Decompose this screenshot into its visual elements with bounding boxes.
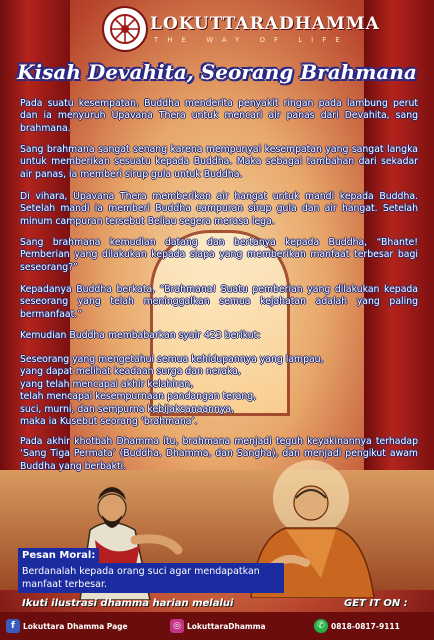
facebook-label: Lokuttara Dhamma Page xyxy=(23,621,128,631)
facebook-icon: f xyxy=(6,619,20,633)
whatsapp-icon: ✆ xyxy=(314,619,328,633)
whatsapp-label: 0818-0817-9111 xyxy=(331,621,400,631)
facebook-link[interactable] xyxy=(6,618,128,634)
footer-bar xyxy=(0,612,434,640)
paragraph-6: Kemudian Buddha membabarkan syair 423 berikut: xyxy=(20,330,261,341)
closing-paragraph: Pada akhir khotbah Dhamma itu, brahmana menjadi teguh keyakinannya terhadap ‘Sang Tiga Permata’ (Buddha, Dhamma, dan Sangha), dan menjadi pengikut awam Buddha yang berbakti. xyxy=(20,436,418,472)
verse-line: yang telah mencapai akhir kelahiran, xyxy=(20,378,194,390)
paragraph-3: Di vihara, Upavana Thera memberikan air hangat untuk mandi kepada Buddha. Setelah mandi ia memberi Buddha campuran sirup gula dan air hangat. Setelah minum campuran tersebut Beliau segera merasa lega. xyxy=(20,191,418,227)
story-title: Kisah Devahita, Seorang Brahmana xyxy=(17,60,417,84)
whatsapp-link[interactable] xyxy=(314,618,400,634)
brand-name: LOKUTTARADHAMMA xyxy=(150,14,380,34)
verse-line: Seseorang yang mengetahui semua kehidupannya yang lampau, xyxy=(20,354,324,365)
verse-423 xyxy=(20,354,418,428)
paragraph-2: Sang brahmana sangat senang karena mempunyai kesempatan yang sangat langka untuk memberikan sesuatu kepada Buddha. Maka sebagai tambahan dari sekadar air panas, ia memberi sirup gula untuk Buddha. xyxy=(20,144,418,180)
paragraph-4: Sang brahmana kemudian datang dan bertanya kepada Buddha, “Bhante! Pemberian yang dilakukan kepada siapa yang memberikan manfaat terbesar bagi seseorang?” xyxy=(20,237,418,273)
paragraph-5: Kepadanya Buddha berkata, “Brahmana! Suatu pemberian yang dilakukan kepada seseorang yang telah meninggalkan semua kejahatan adalah yang paling bermanfaat.” xyxy=(20,284,418,320)
verse-line: telah mencapai kesempurnaan pandangan terang, xyxy=(20,391,257,403)
verse-line: maka ia Kusebut seorang ‘brahmana’. xyxy=(20,416,198,428)
logo xyxy=(102,6,380,52)
instagram-label: LokuttaraDhamma xyxy=(187,621,266,631)
moral-title: Pesan Moral: xyxy=(18,548,99,563)
brand-tagline: THE WAY OF LIFE xyxy=(154,36,349,44)
instagram-link[interactable] xyxy=(170,618,266,634)
get-it-on-text: GET IT ON : xyxy=(344,598,408,609)
instagram-icon: ◎ xyxy=(170,619,184,633)
verse-line: yang dapat melihat keadaan surga dan neraka, xyxy=(20,366,241,378)
moral-text: Berdanalah kepada orang suci agar mendapatkan manfaat terbesar. xyxy=(18,563,284,593)
verse-line: suci, murni, dan sempurna kebijaksanaannya, xyxy=(20,403,235,415)
paragraph-1: Pada suatu kesempatan, Buddha menderita penyakit ringan pada lambung perut dan ia menyuruh Upavana Thera untuk mencari air panas dari Devahita, sang brahmana. xyxy=(20,98,418,134)
dhamma-wheel-icon xyxy=(102,6,148,52)
follow-text: Ikuti ilustrasi dhamma harian melalui xyxy=(22,598,234,609)
